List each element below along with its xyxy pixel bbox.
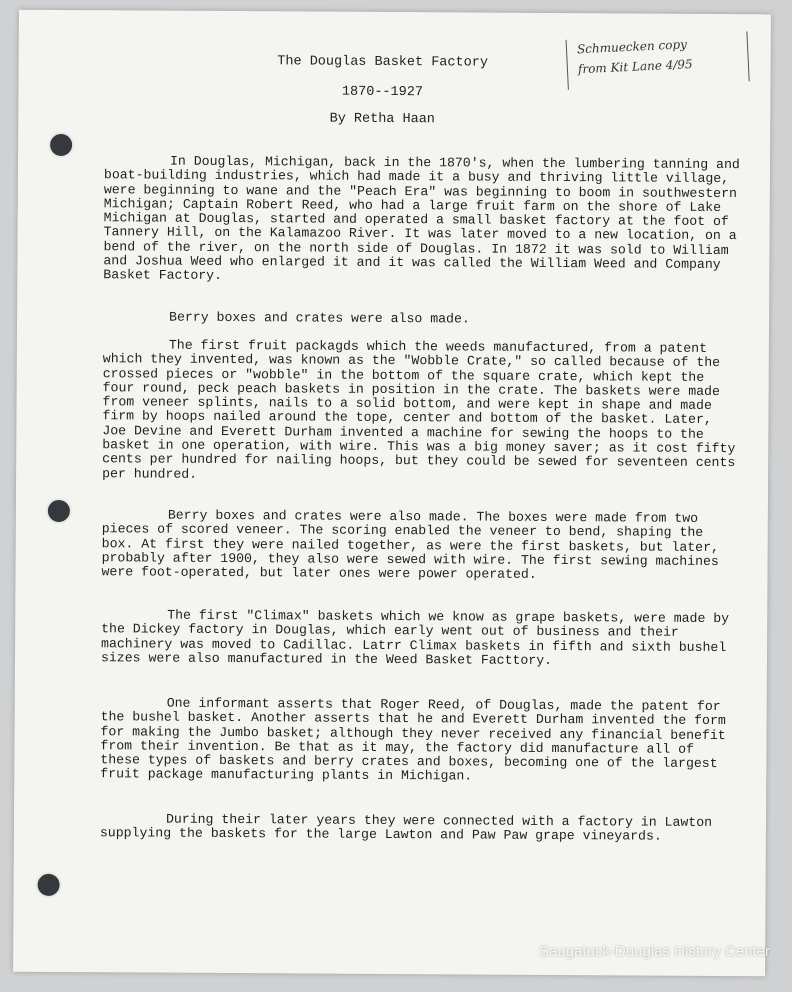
document-title: The Douglas Basket Factory (277, 54, 488, 71)
document-byline: By Retha Haan (329, 111, 435, 128)
paragraph-6: One informant asserts that Roger Reed, of Douglas, made the patent for the bushel basket. Another asserts that he and Everett Durham invented the form for making the Jumbo basket; although they never received any financial benefit from their invention. Be that as it may, the factory did manufacture all of these types of baskets and berry crates and boxes, becoming one of the largest fruit package manufacturing plants in Michigan. (100, 695, 726, 784)
paragraph-5: The first "Climax" baskets which we know as grape baskets, were made by the Dickey factory in Douglas, which early went out of business and their machinery was moved to Cadillac. Latrr Climax baskets in fifth and sixth bushel sizes were also manufactured in the Weed Basket Facttory. (100, 607, 730, 668)
paragraph-7: During their later years they were connected with a factory in Lawton supplying the baskets for the large Lawton and Paw Paw grape vineyards. (99, 811, 713, 844)
document-page (13, 10, 771, 977)
handwritten-note-line-1: Schmuecken copy (576, 37, 688, 57)
handwritten-note-line-2: from Kit Lane 4/95 (577, 57, 693, 77)
binder-hole-top (48, 132, 74, 158)
history-center-watermark: Saugatuck-Douglas History Center (539, 943, 770, 960)
binder-hole-middle (46, 498, 72, 524)
paragraph-2: Berry boxes and crates were also made. (169, 309, 470, 327)
paragraph-1: In Douglas, Michigan, back in the 1870's, when the lumbering tanning and boat-building industries, which had made it a busy and thriving little village, were beginning to wane and the "Peach Era" was beginning to boom in southwestern Michigan; Captain Robert Reed, who had a large fruit farm on the shore of Lake Michigan at Douglas, started and operated a small basket factory at the foot of Tannery Hill, on the Kalamazoo River. It was later moved to a new location, on a bend of the river, on the north side of Douglas. In 1872 it was sold to William and Joshua Weed who enlarged it and it was called the William Weed and Company Basket Factory. (103, 153, 740, 284)
paragraph-4: Berry boxes and crates were also made. The boxes were made from two pieces of scored veneer. The scoring enabled the veneer to bend, shaping the box. At first they were nailed together, as were the first baskets, but later, probably after 1900, they also were sewed with wire. The first sewing machines were foot-operated, but later ones were power operated. (101, 507, 720, 583)
binder-hole-bottom (36, 872, 62, 898)
document-years: 1870--1927 (341, 84, 423, 101)
paragraph-3: The first fruit packagds which the weeds manufactured, from a patent which they invented, was known as the "Wobble Crate," so called because of the crossed pieces or "wobble" in the bottom of the square crate, which kept the four round, peck peach baskets in position in the crate. The baskets were made from veneer splints, nails to a solid bottom, and were kept in shape and made firm by hoops nailed around the tope, center and bottom of the basket. Later, Joe Devine and Everett Durham invented a machine for sewing the hoops to the basket in one operation, with wire. This was a big money saver; as it cost fifty cents per hundred for nailing hoops, but they could be sewed for seventeen cents per hundred. (102, 337, 736, 482)
